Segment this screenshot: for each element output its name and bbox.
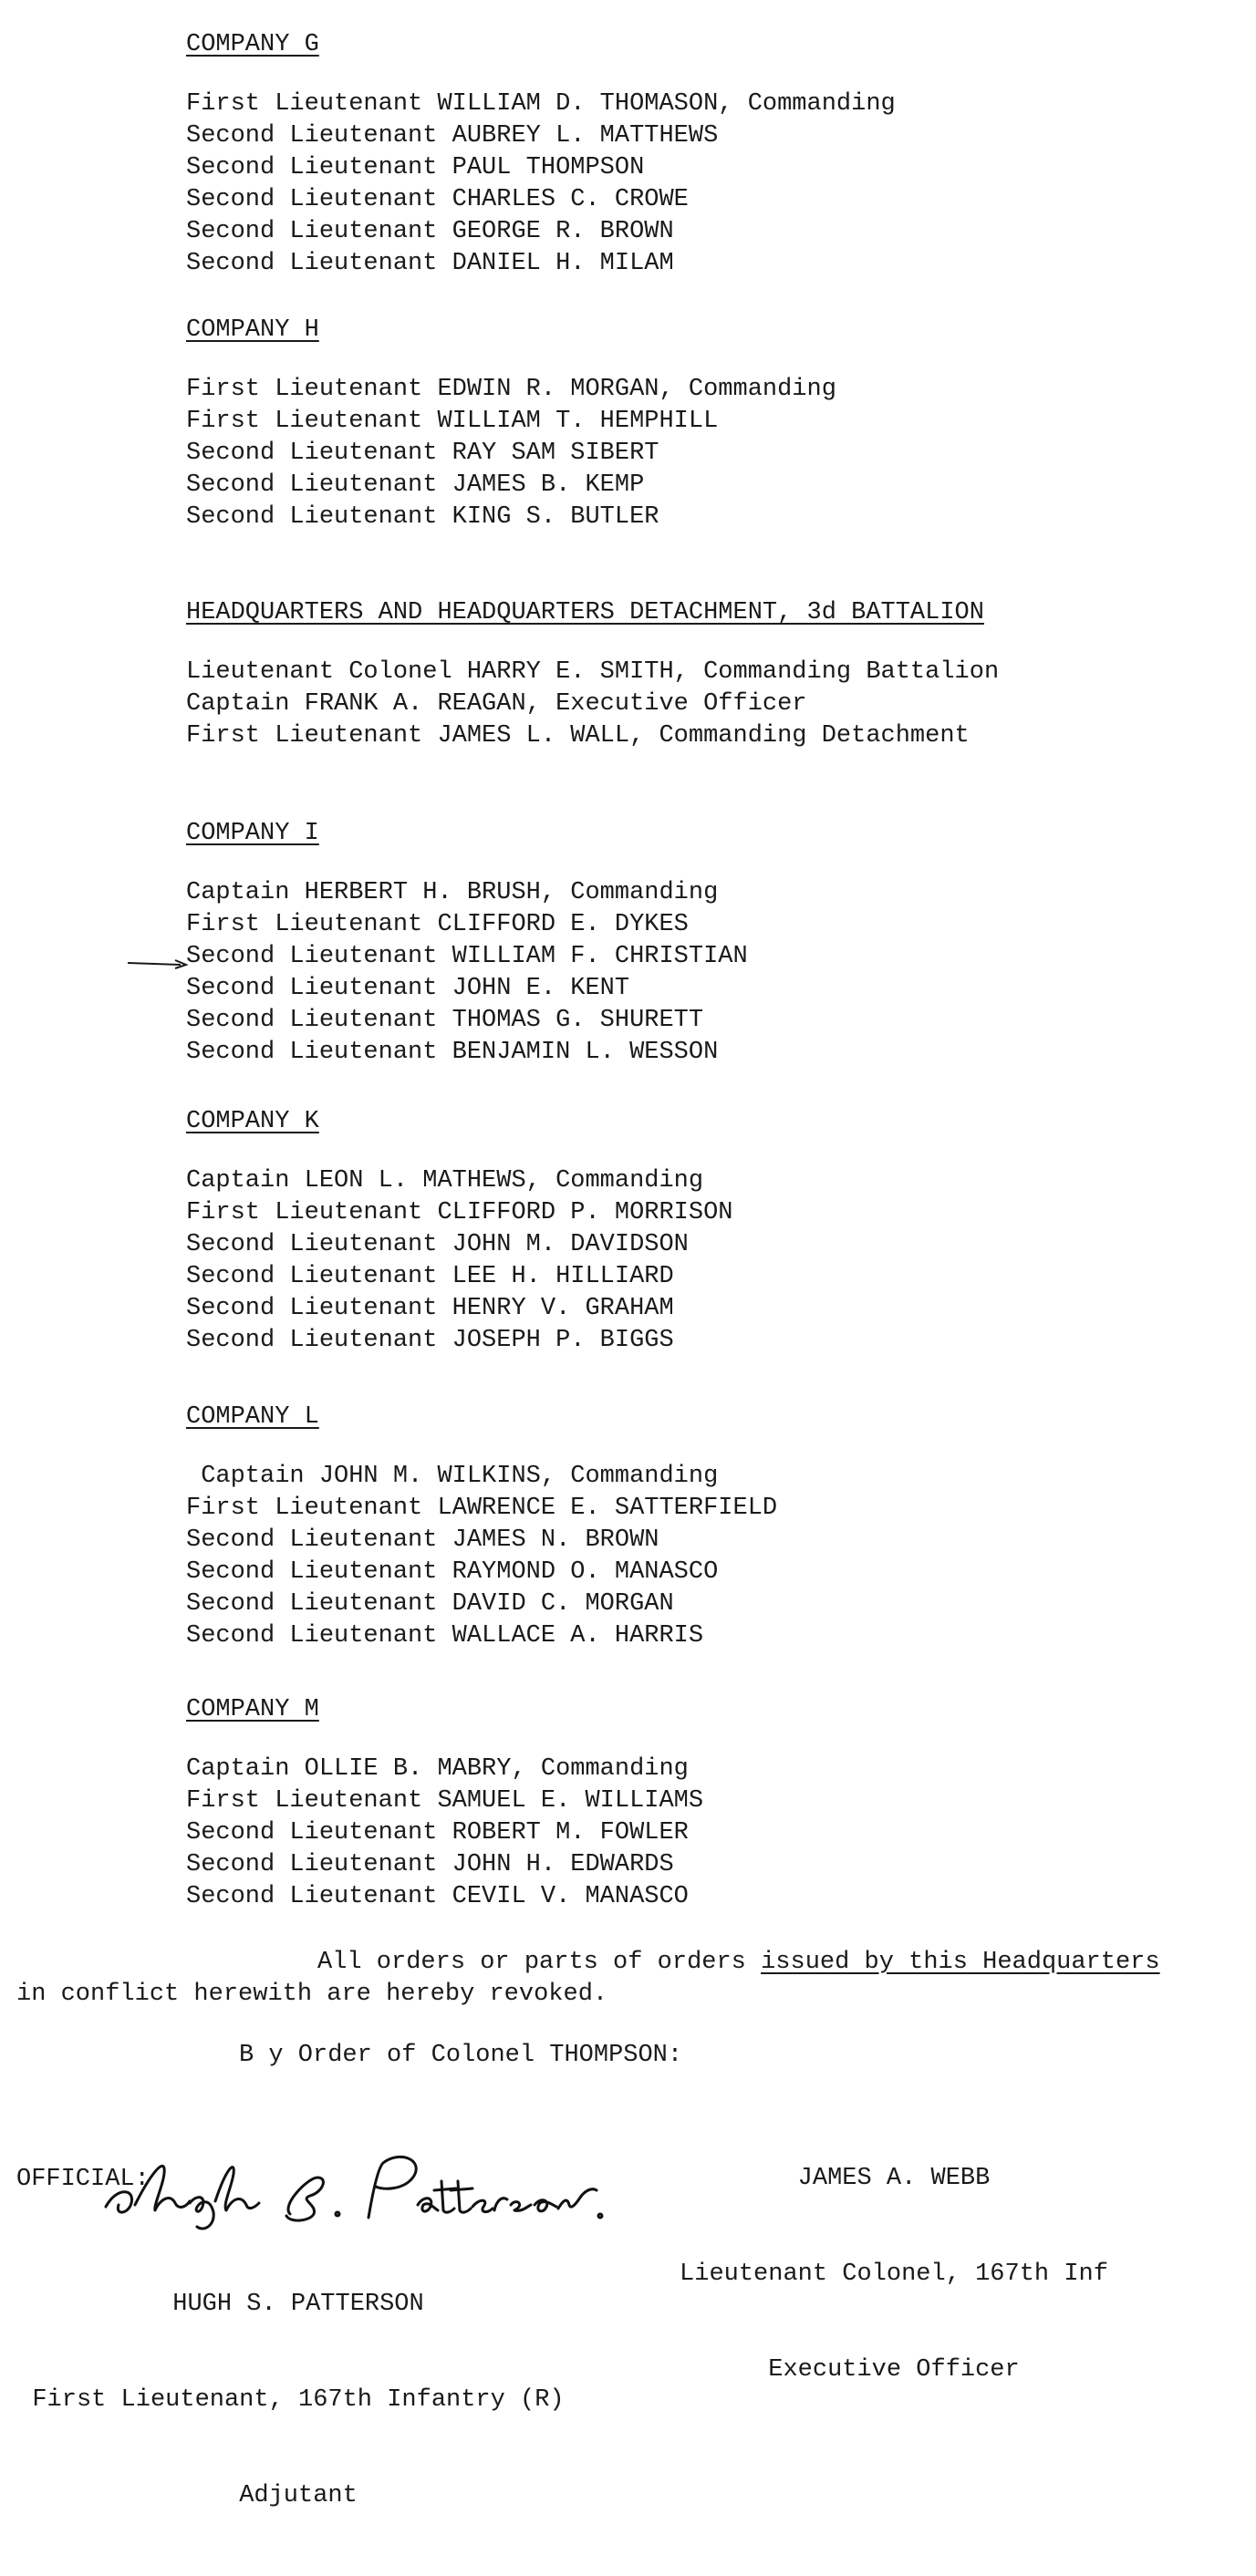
roster-line: Captain OLLIE B. MABRY, Commanding: [186, 1755, 689, 1783]
roster-line: Second Lieutenant RAYMOND O. MANASCO: [186, 1558, 719, 1586]
section-heading: COMPANY H: [186, 316, 319, 344]
section-heading: HEADQUARTERS AND HEADQUARTERS DETACHMENT, 3d BATTALION: [186, 599, 984, 626]
roster-line: Second Lieutenant JOHN E. KENT: [186, 975, 630, 1002]
official-rank: First Lieutenant, 167th Infantry (R): [32, 2386, 565, 2414]
roster-line: Captain FRANK A. REAGAN, Executive Officer: [186, 690, 807, 718]
by-order-line: B y Order of Colonel THOMPSON:: [239, 2042, 683, 2069]
roster-line: Captain JOHN M. WILKINS, Commanding: [186, 1463, 719, 1490]
roster-line: Captain LEON L. MATHEWS, Commanding: [186, 1167, 704, 1195]
roster-line: First Lieutenant SAMUEL E. WILLIAMS: [186, 1787, 704, 1815]
roster-line: Second Lieutenant WALLACE A. HARRIS: [186, 1622, 704, 1650]
hq-3d-battalion-section: [186, 597, 1189, 752]
revocation-line-2: in conflict herewith are hereby revoked.: [16, 1981, 608, 2008]
roster-line: Second Lieutenant DAVID C. MORGAN: [186, 1590, 674, 1618]
official-name: HUGH S. PATTERSON: [172, 2291, 424, 2318]
roster-line: Second Lieutenant HENRY V. GRAHAM: [186, 1295, 674, 1322]
roster-line: First Lieutenant LAWRENCE E. SATTERFIELD: [186, 1495, 778, 1522]
company-k-section: [186, 1106, 1189, 1357]
roster-line: Second Lieutenant WILLIAM F. CHRISTIAN: [186, 943, 748, 970]
roster-line: Second Lieutenant JOHN M. DAVIDSON: [186, 1231, 689, 1258]
roster-line: Second Lieutenant DANIEL H. MILAM: [186, 250, 674, 277]
roster-line: Second Lieutenant RAY SAM SIBERT: [186, 440, 659, 467]
roster-line: Second Lieutenant THOMAS G. SHURETT: [186, 1007, 704, 1034]
official-title: Adjutant: [239, 2482, 358, 2509]
revocation-text: All orders or parts of orders: [317, 1949, 762, 1976]
roster-line: Second Lieutenant JAMES B. KEMP: [186, 471, 645, 499]
roster-line: Lieutenant Colonel HARRY E. SMITH, Commanding Battalion: [186, 658, 1000, 686]
roster-line: Second Lieutenant JAMES N. BROWN: [186, 1526, 659, 1554]
handwritten-signature: [99, 2150, 609, 2232]
roster-line: First Lieutenant CLIFFORD E. DYKES: [186, 911, 689, 938]
company-h-section: [186, 315, 1189, 533]
section-heading: COMPANY L: [186, 1403, 319, 1431]
executive-title: Executive Officer: [768, 2356, 1020, 2384]
roster-line: Second Lieutenant LEE H. HILLIARD: [186, 1263, 674, 1290]
company-i-section: [186, 818, 1189, 1069]
roster-line: First Lieutenant EDWIN R. MORGAN, Commanding: [186, 376, 836, 403]
roster-line: Second Lieutenant AUBREY L. MATTHEWS: [186, 122, 719, 150]
revocation-underlined-text: issued by this Headquarters: [761, 1949, 1160, 1976]
section-heading: COMPANY G: [186, 31, 319, 58]
executive-rank: Lieutenant Colonel, 167th Inf: [680, 2260, 1108, 2288]
executive-name: JAMES A. WEBB: [797, 2165, 991, 2192]
official-signature-block: [16, 2225, 580, 2576]
roster-line: Second Lieutenant ROBERT M. FOWLER: [186, 1819, 689, 1847]
roster-line: Second Lieutenant JOHN H. EDWARDS: [186, 1851, 674, 1878]
revocation-paragraph: [317, 1947, 1160, 1979]
section-heading: COMPANY K: [186, 1108, 319, 1135]
roster-line: First Lieutenant CLIFFORD P. MORRISON: [186, 1199, 733, 1226]
company-m-section: [186, 1694, 1189, 1913]
roster-line: Second Lieutenant PAUL THOMPSON: [186, 154, 645, 181]
executive-signature-block: [638, 2099, 1149, 2450]
roster-line: Second Lieutenant KING S. BUTLER: [186, 503, 659, 531]
roster-line: Second Lieutenant CHARLES C. CROWE: [186, 186, 689, 213]
official-label: OFFICIAL:: [16, 2166, 150, 2193]
roster-line: Captain HERBERT H. BRUSH, Commanding: [186, 879, 719, 906]
section-heading: COMPANY M: [186, 1696, 319, 1723]
section-heading: COMPANY I: [186, 820, 319, 847]
company-g-section: [186, 29, 1189, 280]
roster-line: Second Lieutenant CEVIL V. MANASCO: [186, 1883, 689, 1910]
roster-line: First Lieutenant JAMES L. WALL, Commanding Detachment: [186, 722, 970, 750]
roster-line: Second Lieutenant GEORGE R. BROWN: [186, 218, 674, 245]
roster-line: Second Lieutenant JOSEPH P. BIGGS: [186, 1327, 674, 1354]
arrow-icon: [128, 959, 188, 970]
roster-line: Second Lieutenant BENJAMIN L. WESSON: [186, 1039, 719, 1066]
roster-line: First Lieutenant WILLIAM T. HEMPHILL: [186, 408, 719, 435]
roster-line: First Lieutenant WILLIAM D. THOMASON, Commanding: [186, 90, 896, 118]
company-l-section: [186, 1402, 1189, 1652]
